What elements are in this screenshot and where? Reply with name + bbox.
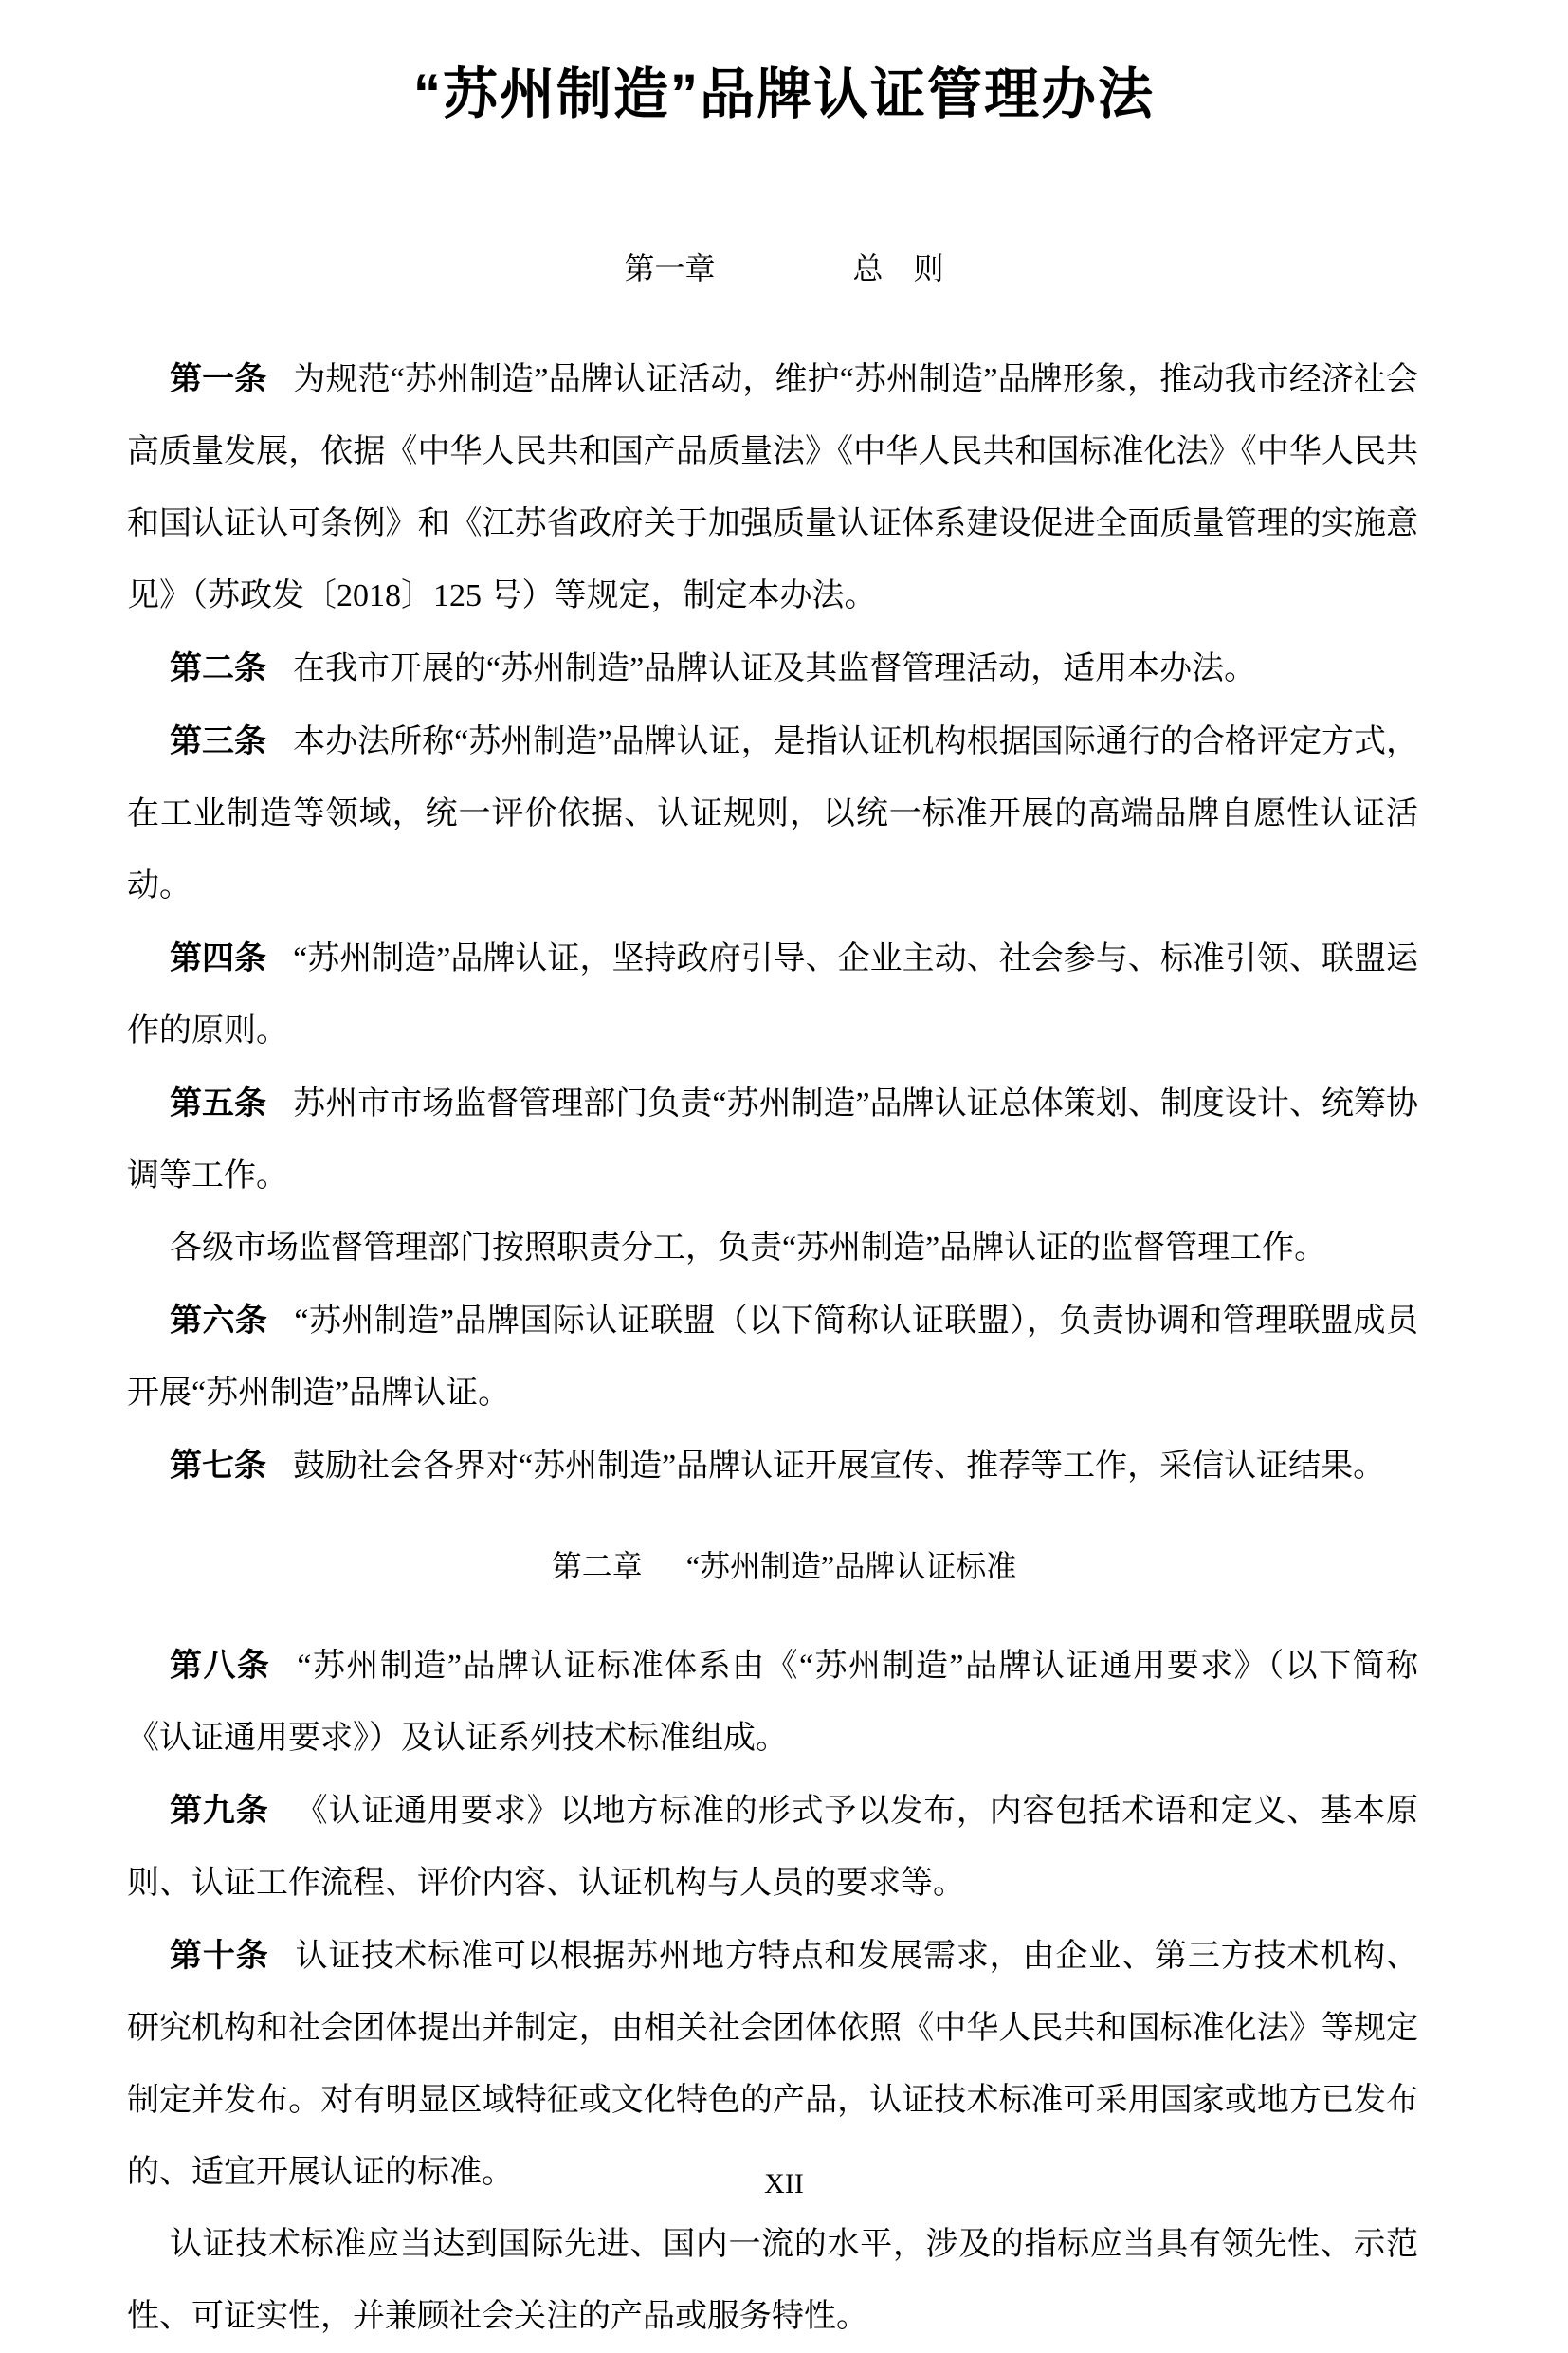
article-1-label: 第一条 [170,361,267,397]
chapter-2-body [127,1630,1418,2353]
article-10 [127,1920,1418,2209]
article-6-text: “苏州制造”品牌国际认证联盟（以下简称认证联盟），负责协调和管理联盟成员开展“苏州制造”品牌认证。 [127,1304,1418,1411]
article-2-text: 在我市开展的“苏州制造”品牌认证及其监督管理活动，适用本办法。 [293,651,1257,686]
page-title: “苏州制造”品牌认证管理办法 [412,64,1155,125]
article-10-continued [127,2209,1418,2353]
article-4-label: 第四条 [170,940,267,976]
chapter-2-title: “苏州制造”品牌认证标准 [685,1549,1017,1583]
article-3-label: 第三条 [170,723,267,759]
article-8 [127,1630,1418,1775]
article-4-text: “苏州制造”品牌认证，坚持政府引导、企业主动、社会参与、标准引领、联盟运作的原则。 [127,941,1419,1049]
article-8-text: “苏州制造”品牌认证标准体系由《“苏州制造”品牌认证通用要求》（以下简称《认证通用要求》）及认证系列技术标准组成。 [127,1649,1419,1756]
article-5 [127,1067,1418,1213]
chapter-1-title: 总 则 [852,251,944,285]
article-9-text: 《认证通用要求》以地方标准的形式予以发布，内容包括术语和定义、基本原则、认证工作流程、评价内容、认证机构与人员的要求等。 [127,1794,1419,1901]
article-7-label: 第七条 [170,1448,266,1484]
chapter-2-number: 第二章 [551,1549,643,1583]
article-6 [127,1285,1418,1430]
article-9 [127,1775,1418,1920]
article-2 [127,632,1418,705]
article-5-label: 第五条 [170,1085,267,1122]
article-5-text: 苏州市市场监督管理部门负责“苏州制造”品牌认证总体策划、制度设计、统筹协调等工作。 [127,1086,1419,1194]
article-7-text: 鼓励社会各界对“苏州制造”品牌认证开展宣传、推荐等工作，采信认证结果。 [293,1449,1386,1484]
chapter-1-heading [0,245,1568,288]
article-8-label: 第八条 [170,1648,271,1684]
article-1-text: 为规范“苏州制造”品牌认证活动，维护“苏州制造”品牌形象，推动我市经济社会高质量发展，依据《中华人民共和国产品质量法》《中华人民共和国标准化法》《中华人民共和国认证认可条例》和《江苏省政府关于加强质量认证体系建设促进全面质量管理的实施意见》（苏政发〔2018〕125 号）等规定，制定本办法。 [127,362,1418,613]
article-4 [127,922,1418,1067]
article-9-label: 第九条 [170,1793,269,1829]
article-5-continued [127,1213,1418,1285]
article-10-label: 第十条 [170,1938,269,1974]
article-1 [127,343,1418,632]
article-6-label: 第六条 [170,1303,268,1339]
article-10-continued-text: 认证技术标准应当达到国际先进、国内一流的水平，涉及的指标应当具有领先性、示范性、可证实性，并兼顾社会关注的产品或服务特性。 [127,2227,1418,2334]
page-number: XII [764,2168,804,2199]
chapter-1-body [127,343,1418,1503]
article-2-label: 第二条 [170,650,266,686]
article-10-text: 认证技术标准可以根据苏州地方特点和发展需求，由企业、第三方技术机构、研究机构和社会团体提出并制定，由相关社会团体依照《中华人民共和国标准化法》等规定制定并发布。对有明显区域特征或文化特色的产品，认证技术标准可采用国家或地方已发布的、适宜开展认证的标准。 [127,1939,1419,2190]
article-5-continued-text: 各级市场监督管理部门按照职责分工，负责“苏州制造”品牌认证的监督管理工作。 [170,1231,1327,1266]
chapter-2-heading [0,1542,1568,1586]
article-3 [127,705,1418,922]
chapter-1-number: 第一章 [624,251,716,285]
article-7 [127,1430,1418,1503]
article-3-text: 本办法所称“苏州制造”品牌认证，是指认证机构根据国际通行的合格评定方式，在工业制造等领域，统一评价依据、认证规则，以统一标准开展的高端品牌自愿性认证活动。 [127,724,1419,903]
